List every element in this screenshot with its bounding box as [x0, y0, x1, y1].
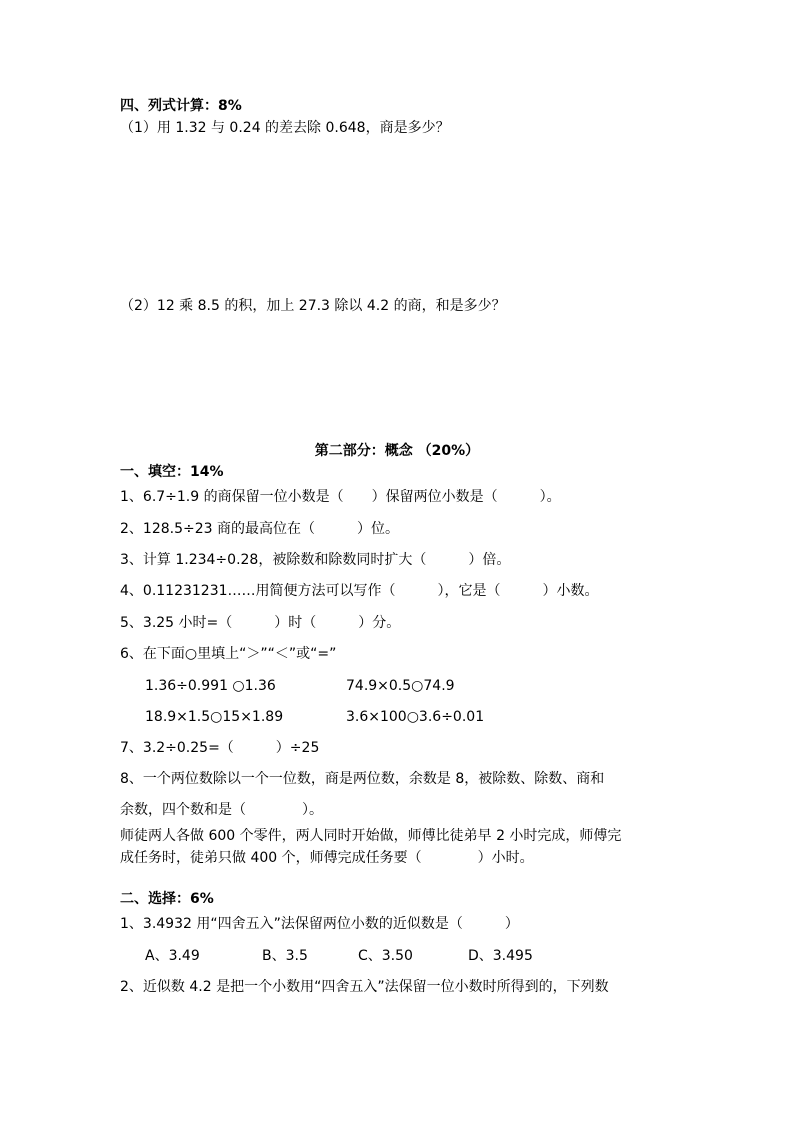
- section-4-question-2: （2）12 乘 8.5 的积，加上 27.3 除以 4.2 的商，和是多少？: [120, 298, 506, 314]
- compare-item-1: 1.36÷0.991 ○1.36: [145, 678, 276, 694]
- choice-question-2: 2、近似数 4.2 是把一个小数用“四舍五入”法保留一位小数时所得到的，下列数: [120, 979, 609, 995]
- compare-item-3: 18.9×1.5○15×1.89: [145, 709, 284, 725]
- fill-question-5: 5、3.25 小时=（ ）时（ ）分。: [120, 615, 401, 631]
- choice-question-1: 1、3.4932 用“四舍五入”法保留两位小数的近似数是（ ）: [120, 916, 519, 932]
- fill-in-heading: 一、填空：14%: [120, 464, 224, 480]
- option-c: C、3.50: [358, 948, 413, 964]
- section-4-heading: 四、列式计算：8%: [120, 98, 242, 114]
- choice-heading: 二、选择：6%: [120, 891, 214, 907]
- part-2-title: 第二部分：概念 （20%）: [314, 443, 480, 459]
- fill-question-4: 4、0.11231231……用简便方法可以写作（ ），它是（ ）小数。: [120, 583, 599, 599]
- fill-question-2: 2、128.5÷23 商的最高位在（ ）位。: [120, 521, 399, 537]
- option-a: A、3.49: [145, 948, 200, 964]
- option-b: B、3.5: [262, 948, 308, 964]
- fill-question-9-line-2: 成任务时，徒弟只做 400 个，师傅完成任务要（ ）小时。: [120, 850, 534, 866]
- compare-item-4: 3.6×100○3.6÷0.01: [346, 709, 485, 725]
- fill-question-3: 3、计算 1.234÷0.28，被除数和除数同时扩大（ ）倍。: [120, 552, 511, 568]
- fill-question-8-line-2: 余数，四个数和是（ ）。: [120, 802, 323, 818]
- compare-item-2: 74.9×0.5○74.9: [346, 678, 455, 694]
- fill-question-7: 7、3.2÷0.25=（ ）÷25: [120, 740, 320, 756]
- fill-question-8-line-1: 8、一个两位数除以一个一位数，商是两位数，余数是 8，被除数、除数、商和: [120, 771, 605, 787]
- fill-question-6: 6、在下面○里填上“＞”“＜”或“=”: [120, 646, 337, 662]
- fill-question-9-line-1: 师徒两人各做 600 个零件，两人同时开始做，师傅比徒弟早 2 小时完成，师傅完: [120, 828, 622, 844]
- fill-question-1: 1、6.7÷1.9 的商保留一位小数是（ ）保留两位小数是（ ）。: [120, 489, 561, 505]
- section-4-question-1: （1）用 1.32 与 0.24 的差去除 0.648，商是多少？: [120, 120, 450, 136]
- option-d: D、3.495: [468, 948, 533, 964]
